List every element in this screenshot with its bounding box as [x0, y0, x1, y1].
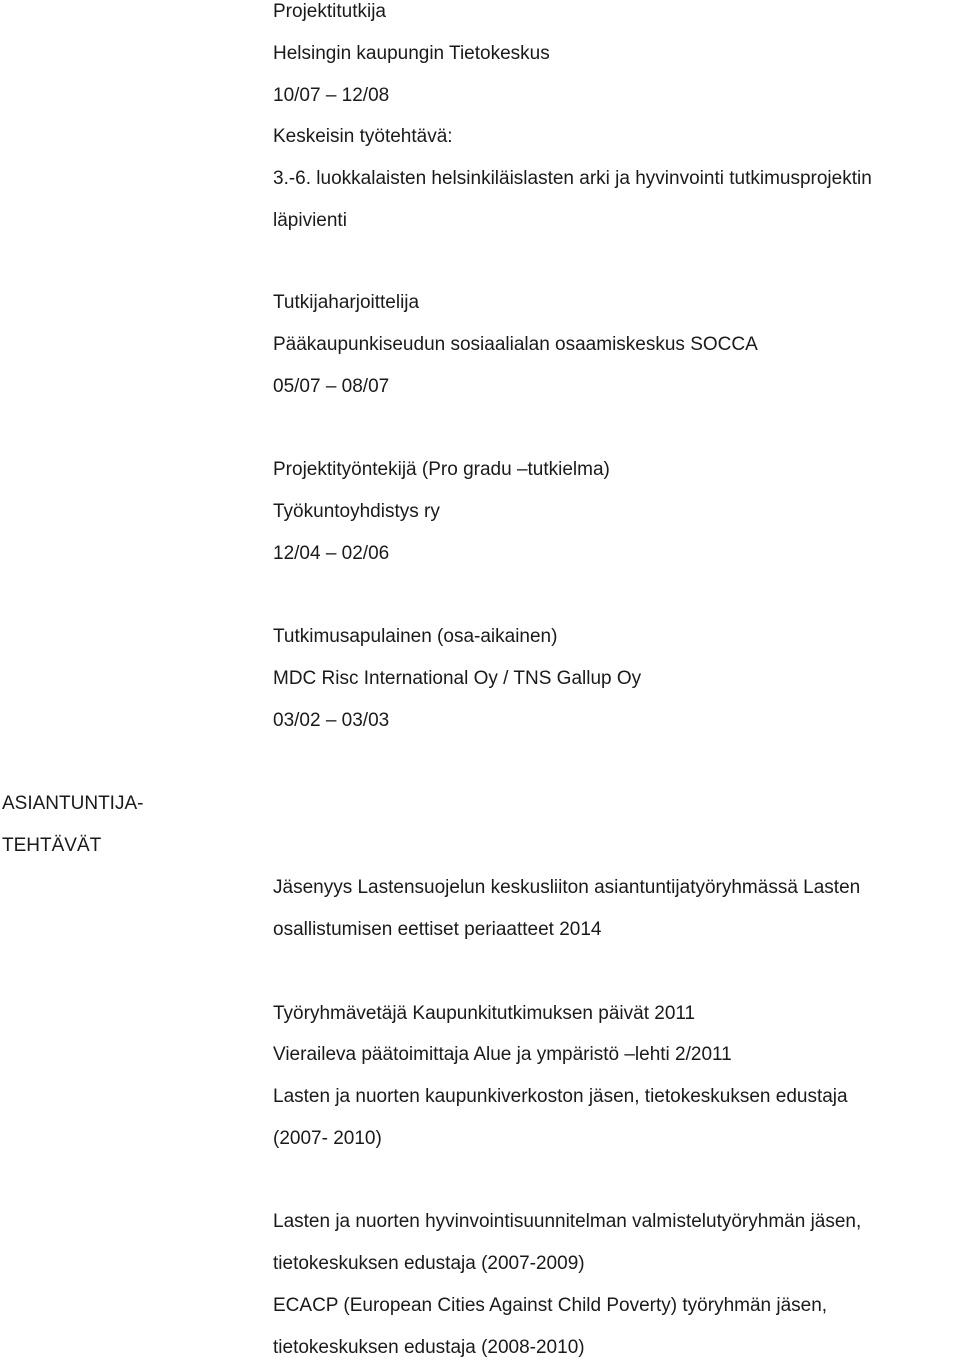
job-organization: MDC Risc International Oy / TNS Gallup Oy: [273, 668, 642, 689]
expert-item: osallistumisen eettiset periaatteet 2014: [273, 919, 602, 940]
job-duty-text: läpivienti: [273, 210, 347, 231]
job-period: 05/07 – 08/07: [273, 376, 390, 397]
expert-item: tietokeskuksen edustaja (2008-2010): [273, 1337, 585, 1358]
job-organization: Työkuntoyhdistys ry: [273, 501, 440, 522]
expert-item: ECACP (European Cities Against Child Poverty) työryhmän jäsen,: [273, 1295, 828, 1316]
job-organization: Pääkaupunkiseudun sosiaalialan osaamiskeskus SOCCA: [273, 334, 758, 355]
expert-item: Vieraileva päätoimittaja Alue ja ympäristö –lehti 2/2011: [273, 1044, 732, 1065]
expert-item: Jäsenyys Lastensuojelun keskusliiton asiantuntijatyöryhmässä Lasten: [273, 877, 861, 898]
job-title: Projektitutkija: [273, 1, 386, 22]
section-heading: TEHTÄVÄT: [2, 835, 102, 856]
expert-item: Lasten ja nuorten hyvinvointisuunnitelman valmistelutyöryhmän jäsen,: [273, 1211, 862, 1232]
job-title: Tutkijaharjoittelija: [273, 292, 420, 313]
expert-item: (2007- 2010): [273, 1128, 382, 1149]
expert-item: Työryhmävetäjä Kaupunkitutkimuksen päivät 2011: [273, 1003, 696, 1024]
job-period: 10/07 – 12/08: [273, 85, 390, 106]
job-duty-label: Keskeisin työtehtävä:: [273, 126, 453, 147]
job-period: 12/04 – 02/06: [273, 543, 390, 564]
job-period: 03/02 – 03/03: [273, 710, 390, 731]
job-organization: Helsingin kaupungin Tietokeskus: [273, 43, 550, 64]
expert-item: tietokeskuksen edustaja (2007-2009): [273, 1253, 585, 1274]
section-heading: ASIANTUNTIJA-: [2, 793, 144, 814]
job-duty-text: 3.-6. luokkalaisten helsinkiläislasten arki ja hyvinvointi tutkimusprojektin: [273, 168, 872, 189]
job-title: Tutkimusapulainen (osa-aikainen): [273, 626, 558, 647]
expert-item: Lasten ja nuorten kaupunkiverkoston jäsen, tietokeskuksen edustaja: [273, 1086, 848, 1107]
job-title: Projektityöntekijä (Pro gradu –tutkielma): [273, 459, 610, 480]
